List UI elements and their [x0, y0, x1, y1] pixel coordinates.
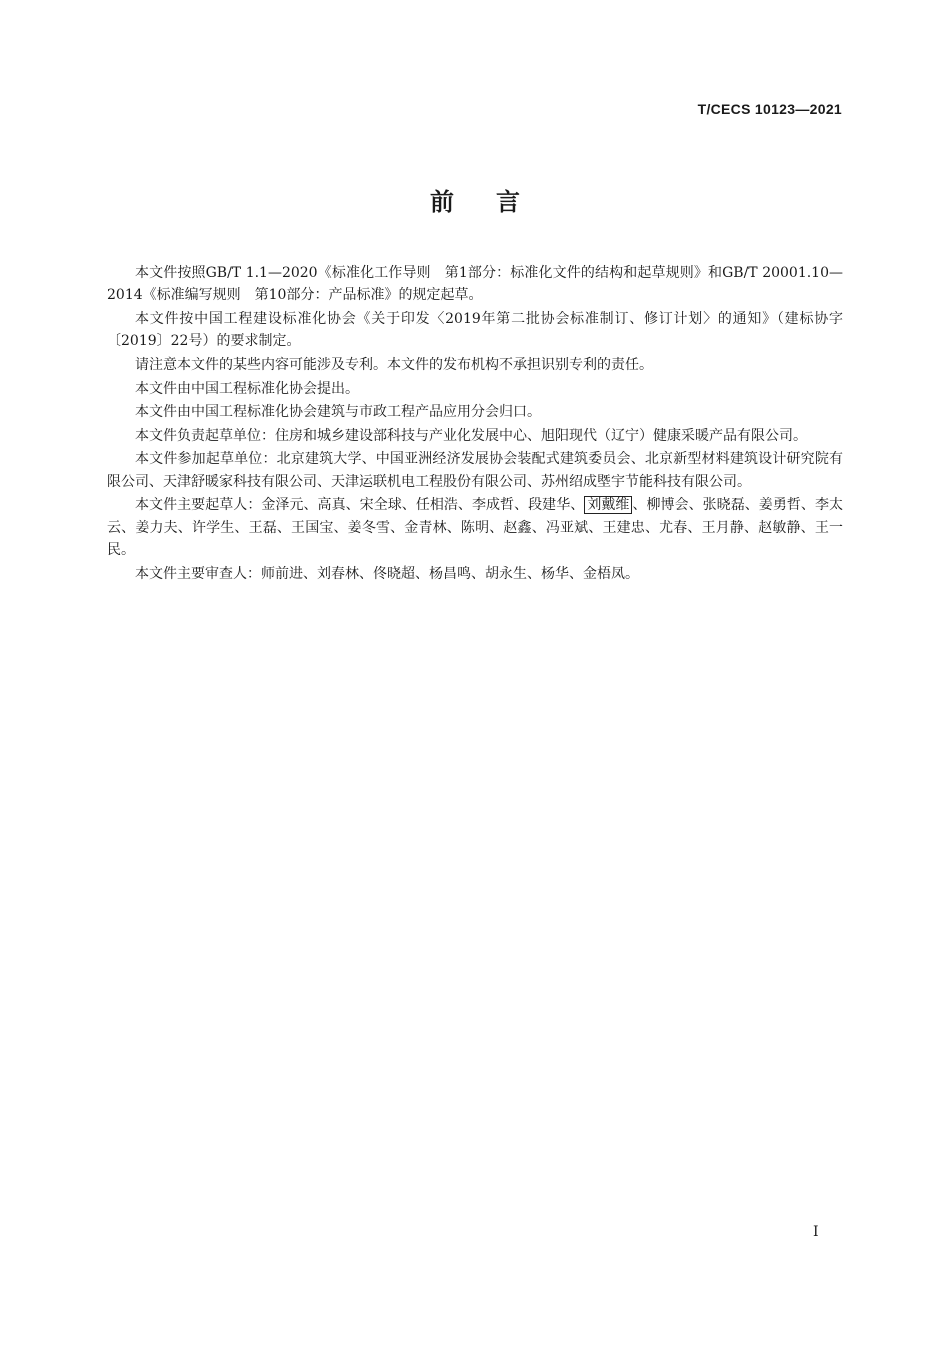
drafters-lead: 本文件主要起草人：金泽元、高真、宋全球、任相浩、李成哲、段建华、 [135, 497, 585, 514]
paragraph-patent-notice: 请注意本文件的某些内容可能涉及专利。本文件的发布机构不承担识别专利的责任。 [135, 357, 653, 373]
paragraph-administrator: 本文件由中国工程标准化协会建筑与市政工程产品应用分会归口。 [135, 404, 541, 421]
boxed-name: 刘戴维 [584, 496, 632, 514]
paragraph-formulation-basis: 本文件按中国工程建设标准化协会《关于印发〈2019年第二批协会标准制订、修订计划〉的通知》（建标协字〔2019〕22号）的要求制定。 [107, 311, 843, 350]
paragraph-lead-drafting-units: 本文件负责起草单位：住房和城乡建设部科技与产业化发展中心、旭阳现代（辽宁）健康采暖产品有限公司。 [135, 427, 807, 444]
paragraph-drafters [107, 494, 843, 561]
page-title: 前言 [430, 188, 562, 216]
drafters-rest: 、柳博会、张晓磊、姜勇哲、李太云、姜力夫、许学生、王磊、王国宝、姜冬雪、金青林、陈明、赵鑫、冯亚斌、王建忠、尤春、王月静、赵敏静、王一民。 [107, 497, 844, 559]
paragraph-participating-units: 本文件参加起草单位：北京建筑大学、中国亚洲经济发展协会装配式建筑委员会、北京新型材料建筑设计研究院有限公司、天津舒暖家科技有限公司、天津运联机电工程股份有限公司、苏州绍成塈宇节能科技有限公司。 [107, 451, 843, 490]
paragraph-proposer: 本文件由中国工程标准化协会提出。 [135, 380, 359, 397]
paragraph-drafting-basis: 本文件按照GB/T 1.1—2020《标准化工作导则 第1部分：标准化文件的结构和起草规则》和GB/T 20001.10—2014《标准编写规则 第10部分：产品标准》的规定起草。 [107, 265, 843, 304]
foreword-body [107, 262, 843, 586]
page-number: I [813, 1224, 819, 1240]
paragraph-reviewers: 本文件主要审查人：师前进、刘春林、佟晓超、杨昌鸣、胡永生、杨华、金梧凤。 [135, 565, 639, 582]
standard-number: T/CECS 10123—2021 [697, 101, 842, 117]
